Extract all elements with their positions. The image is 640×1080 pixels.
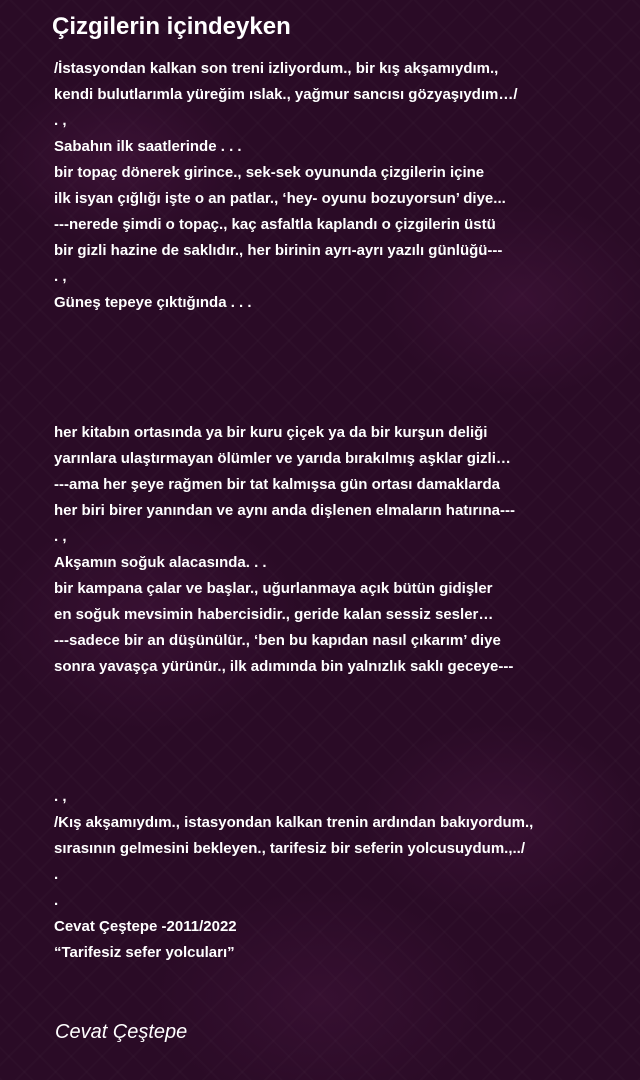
poem-line: her biri birer yanından ve aynı anda dişlenen elmaların hatırına--- bbox=[54, 502, 515, 519]
poem-line: bir kampana çalar ve başlar., uğurlanmaya açık bütün gidişler bbox=[54, 580, 493, 597]
stanza-spacer bbox=[54, 316, 624, 420]
poem-title: Çizgilerin içindeyken bbox=[52, 13, 291, 40]
poem-line: . , bbox=[54, 112, 67, 129]
poem-line: . , bbox=[54, 788, 67, 805]
poem-line: bir topaç dönerek girince., sek-sek oyununda çizgilerin içine bbox=[54, 164, 485, 181]
poem-line: en soğuk mevsimin habercisidir., geride kalan sessiz sesler… bbox=[54, 606, 494, 623]
stanza-2 bbox=[54, 420, 624, 680]
poem-line: sırasının gelmesini bekleyen., tarifesiz bir seferin yolcusuydum.,../ bbox=[54, 840, 525, 857]
poem-line: . , bbox=[54, 528, 67, 545]
poem-line: Akşamın soğuk alacasında. . . bbox=[54, 554, 267, 571]
poem-author: Cevat Çeştepe bbox=[55, 1021, 188, 1043]
stanza-1 bbox=[54, 56, 624, 316]
poem-body bbox=[54, 56, 624, 966]
poem-line: ilk isyan çığlığı işte o an patlar., ‘hey- oyunu bozuyorsun’ diye... bbox=[54, 190, 506, 207]
poem-line: bir gizli hazine de saklıdır., her birinin ayrı-ayrı yazılı günlüğü--- bbox=[54, 242, 503, 259]
poem-line: Güneş tepeye çıktığında . . . bbox=[54, 294, 252, 311]
poem-line: . bbox=[54, 866, 59, 883]
poem-line: . bbox=[54, 892, 59, 909]
stanza-3 bbox=[54, 784, 624, 966]
poem-line: her kitabın ortasında ya bir kuru çiçek ya da bir kurşun deliği bbox=[54, 424, 488, 441]
poem-line: ---ama her şeye rağmen bir tat kalmışsa gün ortası damaklarda bbox=[54, 476, 501, 493]
poem-line: kendi bulutlarımla yüreğim ıslak., yağmur sancısı gözyaşıydım…/ bbox=[54, 86, 518, 103]
poem-line: ---sadece bir an düşünülür., ‘ben bu kapıdan nasıl çıkarım’ diye bbox=[54, 632, 501, 649]
poem-line: Sabahın ilk saatlerinde . . . bbox=[54, 138, 242, 155]
poem-line: sonra yavaşça yürünür., ilk adımında bin yalnızlık saklı geceye--- bbox=[54, 658, 514, 675]
poem-line: /Kış akşamıydım., istasyondan kalkan trenin ardından bakıyordum., bbox=[54, 814, 534, 831]
poem-line: . , bbox=[54, 268, 67, 285]
poem-line: yarınlara ulaştırmayan ölümler ve yarıda bırakılmış aşklar gizli… bbox=[54, 450, 511, 467]
poem-line: “Tarifesiz sefer yolcuları” bbox=[54, 944, 235, 961]
poem-line: ---nerede şimdi o topaç., kaç asfaltla kaplandı o çizgilerin üstü bbox=[54, 216, 496, 233]
poem-line: /İstasyondan kalkan son treni izliyordum., bir kış akşamıydım., bbox=[54, 60, 499, 77]
stanza-spacer bbox=[54, 680, 624, 784]
poem-line: Cevat Çeştepe -2011/2022 bbox=[54, 918, 237, 935]
